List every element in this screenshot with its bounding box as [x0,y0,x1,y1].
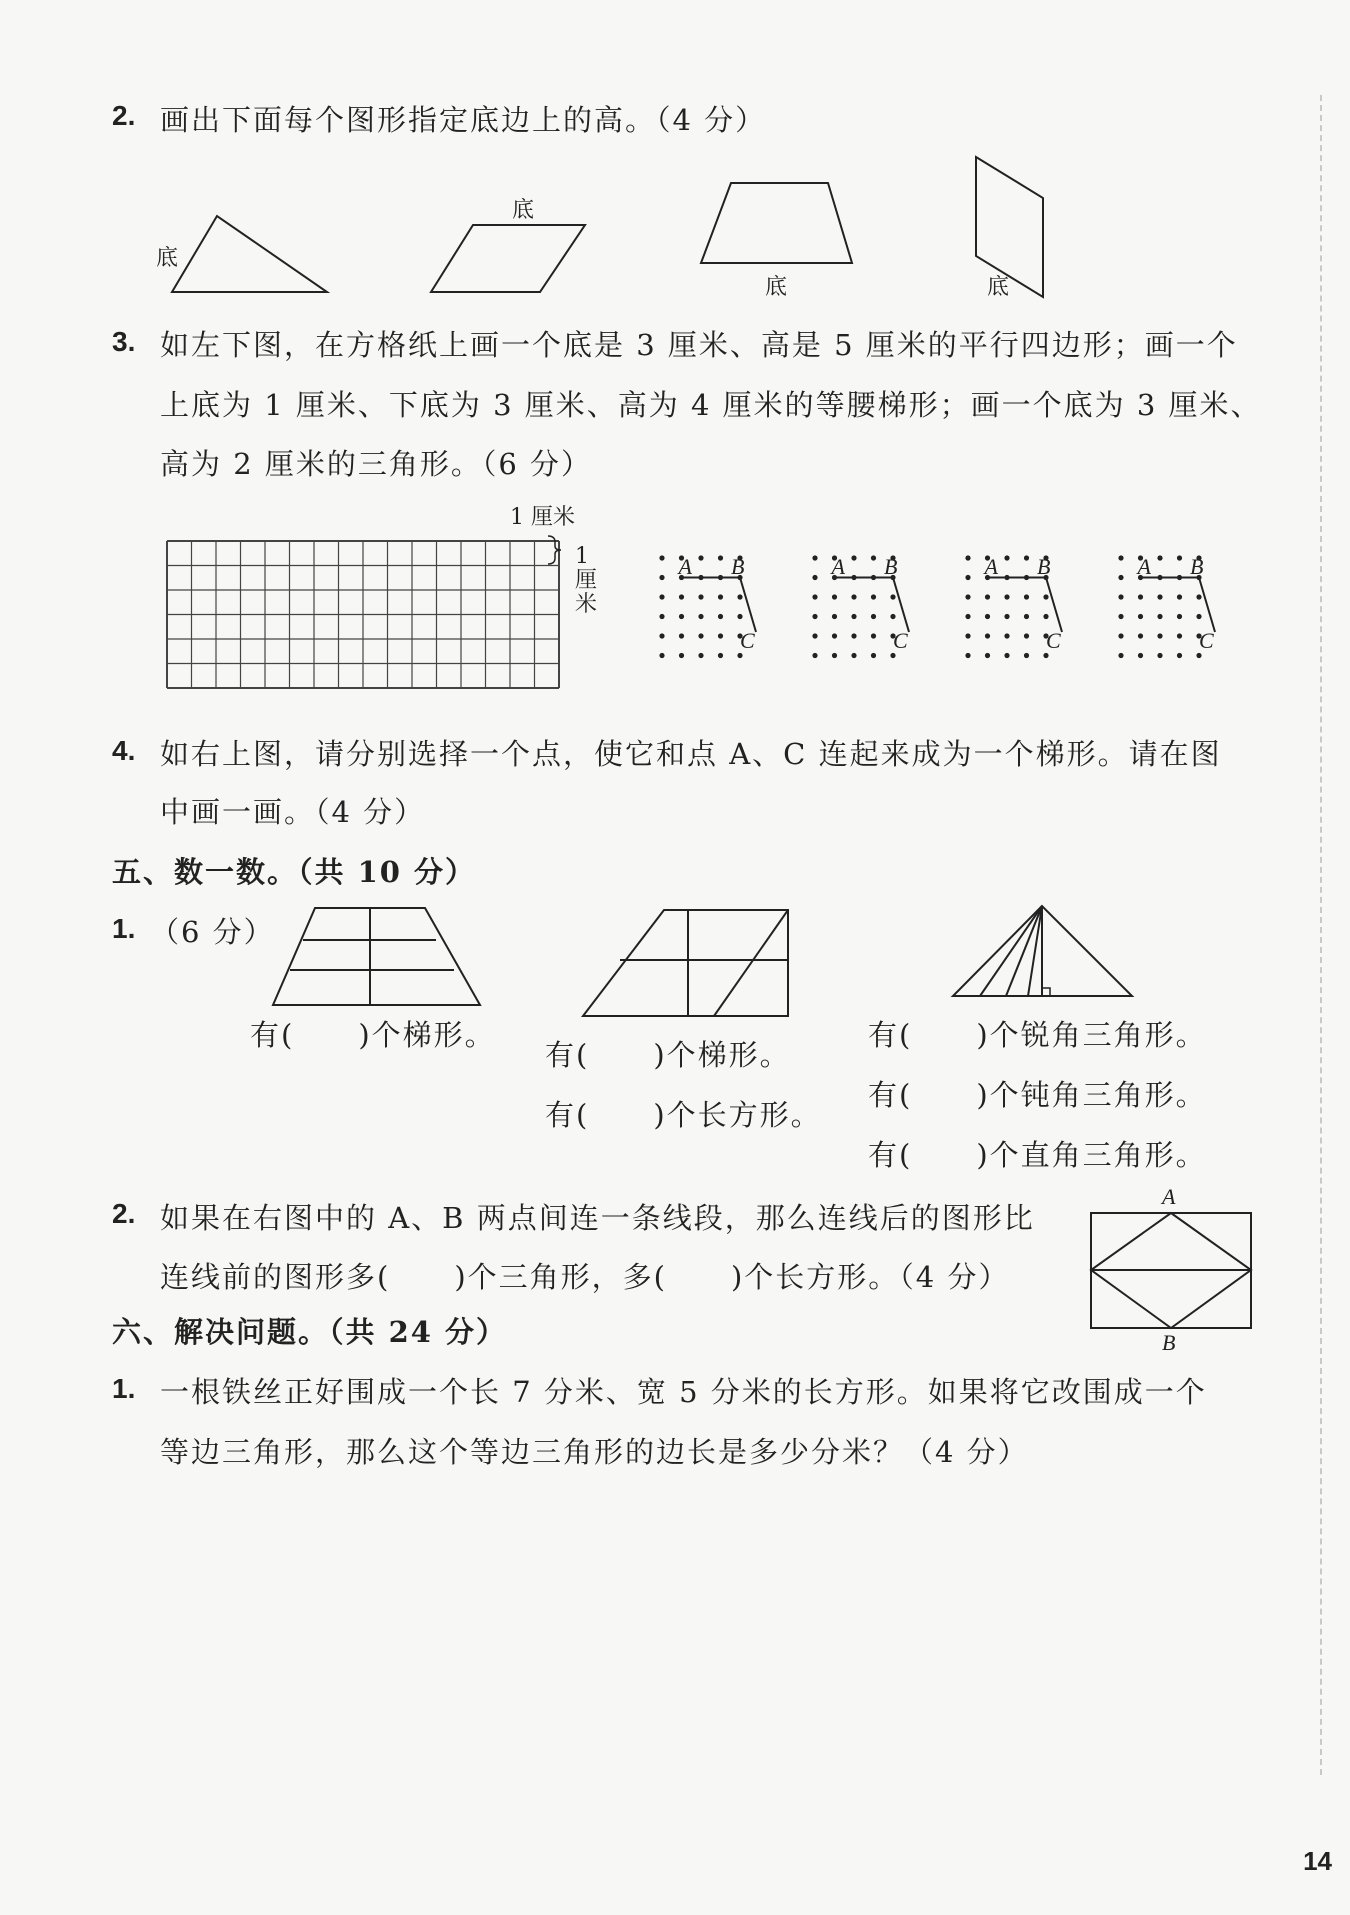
grid-dot[interactable] [1024,594,1029,599]
grid-dot[interactable] [851,653,856,658]
answer-prefix: 有( [868,1078,913,1112]
s5-fig3-answer-2[interactable] [868,1073,1207,1114]
grid-dot[interactable] [1024,555,1029,560]
section6-title: 六、解决问题。（共 24 分） [112,1315,508,1349]
grid-dot[interactable] [832,594,837,599]
point-label-b: B [1037,553,1051,579]
grid-dot[interactable] [737,594,742,599]
grid-dot[interactable] [679,633,684,638]
segment-bc [1046,578,1062,633]
point-label-a: A [831,553,845,579]
q4-number: 4. [112,735,136,766]
answer-suffix: )个锐角三角形。 [976,1018,1207,1052]
grid-dot[interactable] [1177,614,1182,619]
grid-dot[interactable] [832,614,837,619]
point-label-b: B [1190,553,1204,579]
grid-dot[interactable] [871,555,876,560]
s5-q2-line2 [160,1255,1009,1296]
grid-dot[interactable] [851,633,856,638]
grid-dot[interactable] [737,614,742,619]
grid-dot[interactable] [1004,614,1009,619]
grid-dot[interactable] [871,653,876,658]
grid-dot[interactable] [1118,633,1123,638]
grid-dot[interactable] [965,653,970,658]
grid-dot[interactable] [659,555,664,560]
q2-base-label-parallelogram: 底 [512,198,535,223]
answer-prefix: 有( [545,1038,590,1072]
q2-triangle [172,216,327,292]
q3-number: 3. [112,326,136,357]
grid-dot[interactable] [1024,653,1029,658]
s5-q1-number: 1. [112,913,136,944]
grid-dot[interactable] [718,594,723,599]
s6-q1-line1: 一根铁丝正好围成一个长 7 分米、宽 5 分米的长方形。如果将它改围成一个 [160,1375,1207,1409]
point-label-a: A [678,553,692,579]
q2-base-label-triangle: 底 [156,246,179,271]
grid-dot[interactable] [851,614,856,619]
grid-dot[interactable] [965,555,970,560]
grid-dot[interactable] [871,594,876,599]
q3-line2: 上底为 1 厘米、下底为 3 厘米、高为 4 厘米的等腰梯形；画一个底为 3 厘米、 [160,388,1262,422]
grid-dot[interactable] [871,633,876,638]
grid-dot[interactable] [1004,555,1009,560]
grid-dot[interactable] [1157,555,1162,560]
point-label-c: C [1046,628,1061,653]
q2-line2-part-b: )个三角形，多( [454,1260,667,1294]
grid-dot[interactable] [1118,653,1123,658]
s6-q1-line2: 等边三角形，那么这个等边三角形的边长是多少分米？（4 分） [160,1435,1029,1469]
s6-q1-answer-area[interactable] [160,1480,1160,1760]
page-edge-dashed-rule [1320,95,1322,1775]
point-label-a: A [1137,553,1151,579]
q3-line3: 高为 2 厘米的三角形。（6 分） [160,447,593,481]
point-label-a: A [984,553,998,579]
grid-dot[interactable] [1196,594,1201,599]
segment-bc [1199,578,1215,633]
answer-prefix: 有( [868,1018,913,1052]
grid-dot[interactable] [965,575,970,580]
grid-dot[interactable] [1138,614,1143,619]
grid-dot[interactable] [890,594,895,599]
grid-dot[interactable] [985,653,990,658]
grid-dot[interactable] [1177,633,1182,638]
s5-fig1-answer[interactable] [250,1013,496,1054]
grid-dot[interactable] [1177,555,1182,560]
page-number: 14 [1303,1846,1332,1876]
grid-dot[interactable] [851,594,856,599]
s5-q1-score: （6 分） [150,915,275,949]
q2-figures [0,150,1100,310]
grid-dot[interactable] [698,594,703,599]
segment-bc [740,578,756,633]
grid-dot[interactable] [1157,633,1162,638]
q2-line2-part-a: 连线前的图形多( [160,1260,391,1294]
s5-q2-line1: 如果在右图中的 A、B 两点间连一条线段，那么连线后的图形比 [160,1201,1035,1235]
grid-dot[interactable] [1043,614,1048,619]
grid-dot[interactable] [812,614,817,619]
grid-dot[interactable] [718,614,723,619]
grid-dot[interactable] [965,614,970,619]
grid-dot[interactable] [1004,594,1009,599]
grid-dot[interactable] [1157,653,1162,658]
grid-dot[interactable] [698,555,703,560]
q3-line1: 如左下图，在方格纸上画一个底是 3 厘米、高是 5 厘米的平行四边形；画一个 [160,328,1238,362]
q2-parallelogram [431,225,585,292]
answer-suffix: )个梯形。 [358,1018,496,1052]
grid-dot[interactable] [812,633,817,638]
q2-number: 2. [112,100,136,131]
s6-q1-number: 1. [112,1373,136,1404]
grid-dot[interactable] [985,614,990,619]
answer-suffix: )个直角三角形。 [976,1138,1207,1172]
grid-dot[interactable] [659,575,664,580]
grid-dot[interactable] [679,614,684,619]
q3-unit-label-horizontal: 1 厘米 [510,505,575,530]
grid-dot[interactable] [718,555,723,560]
point-label-c: C [893,628,908,653]
s5-fig3-answer-3[interactable] [868,1133,1207,1174]
grid-dot[interactable] [1043,594,1048,599]
grid-dot[interactable] [1118,614,1123,619]
grid-dot[interactable] [812,555,817,560]
grid-dot[interactable] [1177,594,1182,599]
grid-dot[interactable] [698,653,703,658]
grid-dot[interactable] [1024,633,1029,638]
answer-prefix: 有( [868,1138,913,1172]
grid-dot[interactable] [698,633,703,638]
grid-dot[interactable] [718,633,723,638]
grid-dot[interactable] [1157,594,1162,599]
q3-grid-paper[interactable] [166,540,566,710]
answer-prefix: 有( [545,1098,590,1132]
s5-q2-point-a: A [1162,1184,1176,1209]
grid-dot[interactable] [659,594,664,599]
q4-line2: 中画一画。（4 分） [160,795,426,829]
grid-dot[interactable] [1157,614,1162,619]
q2-line2-part-c: )个长方形。（4 分） [730,1260,1010,1294]
q2-base-label-trapezoid: 底 [765,275,788,300]
q2-base-label-rhombus: 底 [987,275,1010,300]
answer-suffix: )个梯形。 [653,1038,791,1072]
grid-dot[interactable] [812,575,817,580]
grid-dot[interactable] [1118,555,1123,560]
grid-dot[interactable] [1004,633,1009,638]
q4-line1: 如右上图，请分别选择一个点，使它和点 A、C 连起来成为一个梯形。请在图 [160,737,1222,771]
grid-dot[interactable] [1138,653,1143,658]
grid-dot[interactable] [679,653,684,658]
s5-fig3-triangle-fan [950,903,1190,1013]
grid-dot[interactable] [1118,575,1123,580]
grid-dot[interactable] [851,555,856,560]
grid-dot[interactable] [890,614,895,619]
grid-dot[interactable] [985,633,990,638]
segment-bc [893,578,909,633]
s5-fig2-answer-1[interactable] [545,1033,791,1074]
s5-q2-point-b: B [1162,1330,1176,1355]
point-label-c: C [740,628,755,653]
q2-text: 画出下面每个图形指定底边上的高。（4 分） [160,103,767,137]
grid-dot[interactable] [1118,594,1123,599]
point-label-c: C [1199,628,1214,653]
s5-q2-rectangle-figure [1088,1210,1258,1330]
grid-dot[interactable] [812,653,817,658]
grid-dot[interactable] [718,653,723,658]
point-label-b: B [884,553,898,579]
s5-q2-number: 2. [112,1198,136,1229]
grid-dot[interactable] [812,594,817,599]
answer-suffix: )个长方形。 [653,1098,822,1132]
grid-dot[interactable] [832,653,837,658]
s5-fig2-answer-2[interactable] [545,1093,822,1134]
grid-dot[interactable] [1177,653,1182,658]
grid-dot[interactable] [985,594,990,599]
grid-dot[interactable] [871,614,876,619]
grid-dot[interactable] [965,594,970,599]
grid-dot[interactable] [659,614,664,619]
q2-trapezoid [701,183,852,263]
section5-title: 五、数一数。（共 10 分） [112,855,477,889]
grid-dot[interactable] [698,614,703,619]
grid-dot[interactable] [659,653,664,658]
grid-dot[interactable] [1138,633,1143,638]
answer-suffix: )个钝角三角形。 [976,1078,1207,1112]
q3-unit-label-vertical: 1厘米 [575,544,598,617]
answer-prefix: 有( [250,1018,295,1052]
s5-fig2-parallelogram-grid [580,907,880,1047]
s5-fig3-answer-1[interactable] [868,1013,1207,1054]
grid-dot[interactable] [1024,614,1029,619]
point-label-b: B [731,553,745,579]
grid-dot[interactable] [1138,594,1143,599]
grid-dot[interactable] [1004,653,1009,658]
grid-dot[interactable] [832,633,837,638]
grid-dot[interactable] [659,633,664,638]
grid-dot[interactable] [965,633,970,638]
grid-dot[interactable] [1196,614,1201,619]
grid-dot[interactable] [679,594,684,599]
